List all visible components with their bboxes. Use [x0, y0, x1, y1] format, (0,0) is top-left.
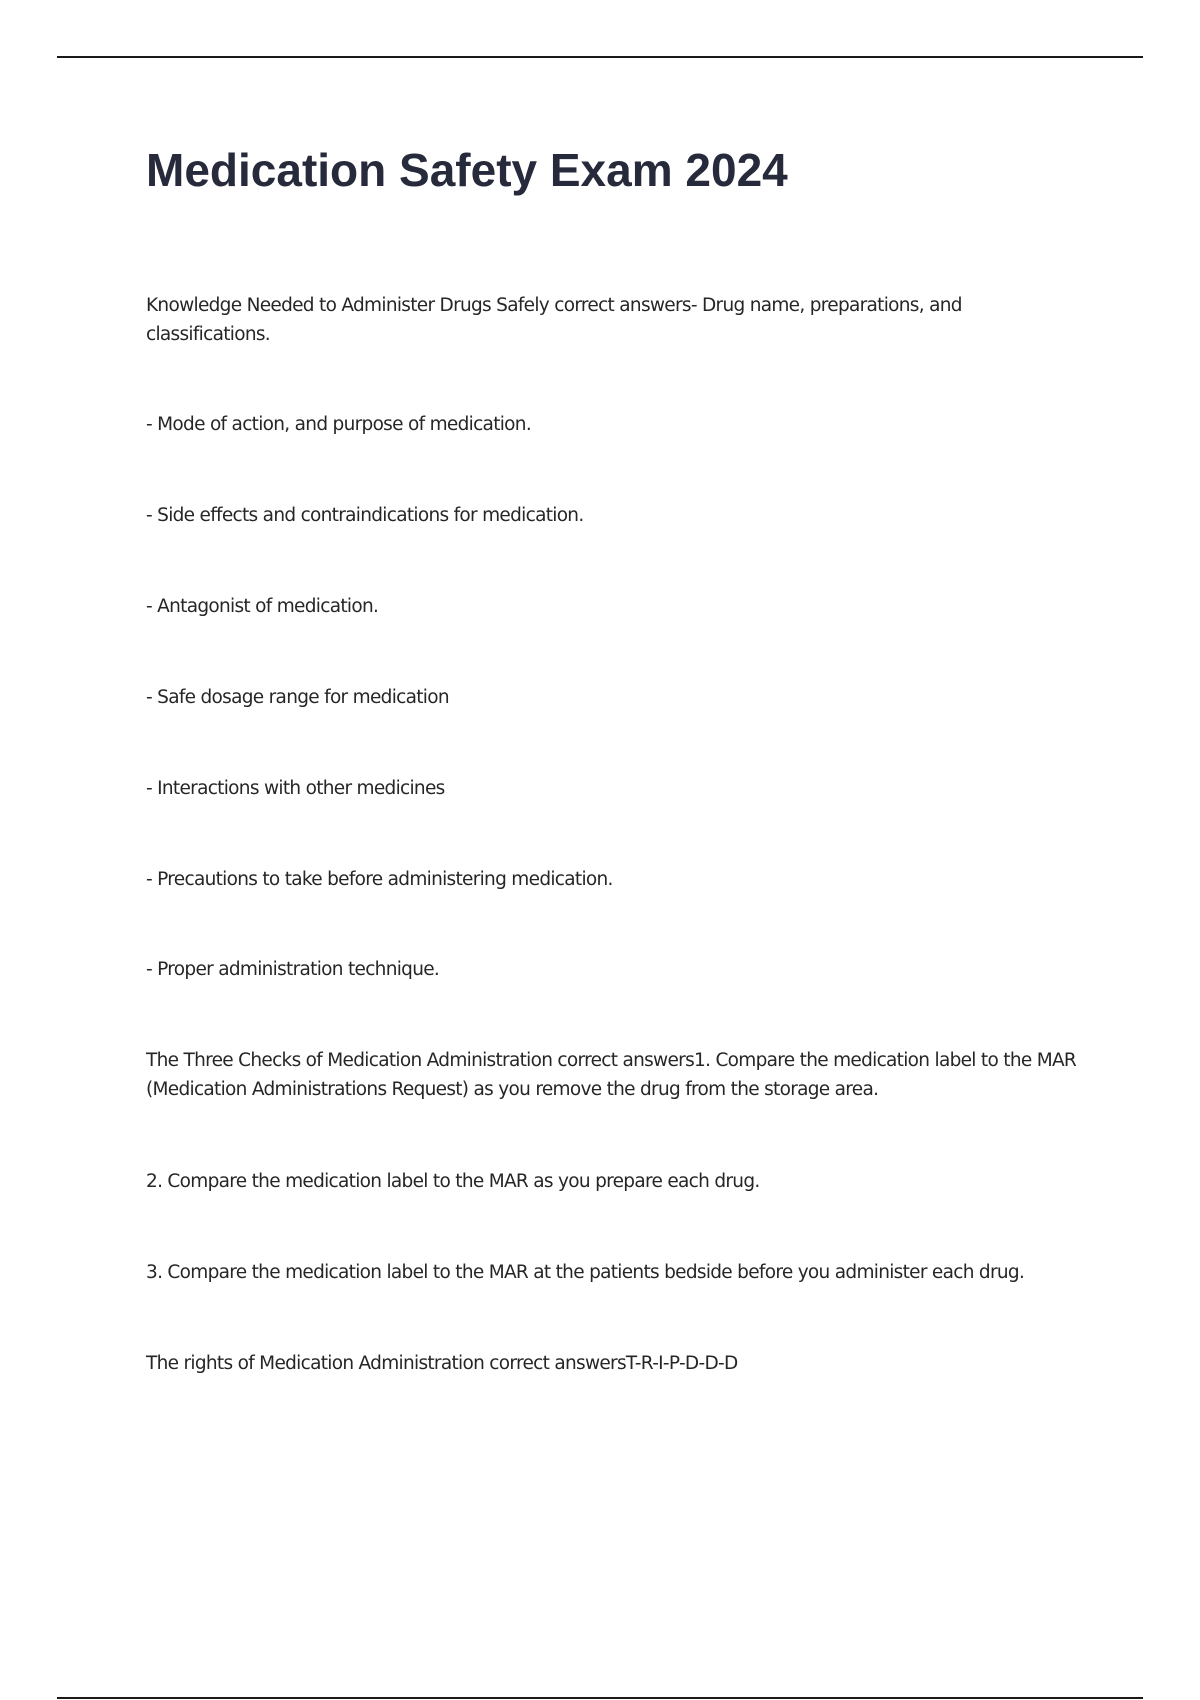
paragraph-precautions: - Precautions to take before administering medication.: [146, 869, 613, 890]
paragraph-administration-technique: - Proper administration technique.: [146, 959, 440, 980]
paragraph-rights: The rights of Medication Administration correct answersT-R-I-P-D-D-D: [146, 1353, 738, 1374]
bottom-divider: [57, 1697, 1143, 1699]
paragraph-interactions: - Interactions with other medicines: [146, 778, 445, 799]
paragraph-mode-of-action: - Mode of action, and purpose of medication.: [146, 414, 532, 435]
paragraph-antagonist: - Antagonist of medication.: [146, 596, 379, 617]
paragraph-safe-dosage: - Safe dosage range for medication: [146, 687, 449, 708]
paragraph-three-checks: The Three Checks of Medication Administration correct answers1. Compare the medication label to the MAR (Medication Administrations Request) as you remove the drug from the storage area.: [146, 1050, 1077, 1100]
document-title: Medication Safety Exam 2024: [146, 144, 788, 196]
paragraph-check-two: 2. Compare the medication label to the MAR as you prepare each drug.: [146, 1171, 760, 1192]
paragraph-side-effects: - Side effects and contraindications for medication.: [146, 505, 584, 526]
top-divider: [57, 56, 1143, 58]
paragraph-check-three: 3. Compare the medication label to the MAR at the patients bedside before you administer each drug.: [146, 1262, 1025, 1283]
paragraph-knowledge-needed: Knowledge Needed to Administer Drugs Safely correct answers- Drug name, preparations, and classifications.: [146, 295, 962, 345]
